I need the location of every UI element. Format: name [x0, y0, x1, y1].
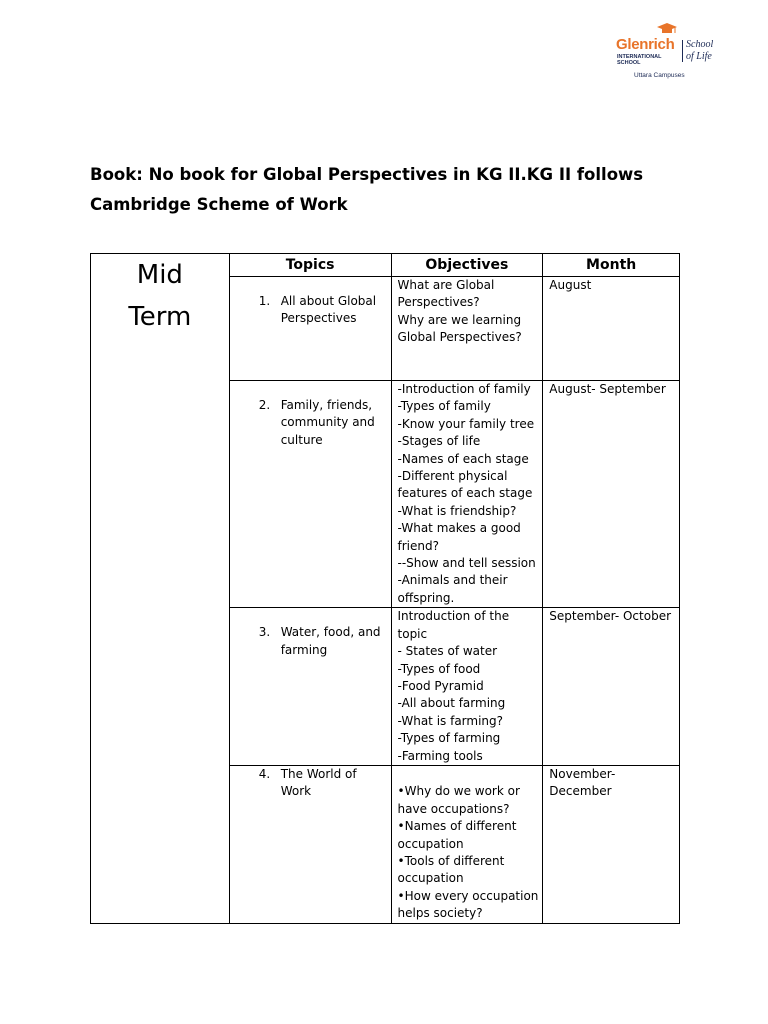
objectives-cell [391, 381, 543, 608]
month-text: November- [549, 766, 616, 781]
month-cell [543, 765, 680, 923]
objective-line: •Tools of different [397, 853, 505, 868]
objective-line: Global Perspectives? [397, 330, 522, 345]
objective-line: •Why do we work or [397, 784, 520, 799]
month-cell [543, 277, 680, 381]
objectives-cell [391, 277, 543, 381]
objective-line: •How every occupation [397, 888, 539, 903]
objective-line: helps society? [397, 906, 483, 921]
objective-line: Perspectives? [397, 295, 480, 310]
logo-divider [682, 40, 683, 62]
logo-campus: Uttara Campuses [634, 72, 685, 79]
month-text: December [549, 784, 612, 799]
month-cell [543, 381, 680, 608]
topic-number: 2. [258, 398, 271, 412]
objective-line: -Types of family [397, 399, 491, 414]
topic-number: 3. [258, 625, 271, 640]
logo-tagline-line2: of Life [686, 51, 712, 62]
logo-subtitle-line2: SCHOOL [617, 60, 641, 66]
objective-line: friend? [397, 538, 439, 553]
logo-tagline [686, 39, 713, 63]
objective-line: -What makes a good [397, 521, 521, 536]
objective-line: Why are we learning [397, 312, 522, 327]
topic-number: 4. [258, 766, 271, 781]
month-cell [543, 608, 680, 766]
topic-cell [229, 277, 391, 381]
objective-line: have occupations? [397, 801, 510, 816]
month-text: September- October [549, 609, 672, 624]
month-text: August- September [549, 382, 666, 396]
topic-text: Work [280, 784, 312, 799]
topic-cell [229, 608, 391, 766]
objective-line: -Types of farming [397, 731, 501, 746]
objective-line: -Animals and their [397, 573, 508, 588]
heading-line-2: Cambridge Scheme of Work [90, 195, 348, 214]
objective-line: -Farming tools [397, 748, 483, 763]
term-label-line1: Mid [136, 260, 183, 290]
topic-cell [229, 765, 391, 923]
term-label-line2: Term [128, 302, 192, 332]
topic-text: Water, food, and [280, 625, 381, 640]
objective-line: -Names of each stage [397, 451, 529, 466]
objective-line: What are Global [397, 278, 495, 292]
topic-cell [229, 381, 391, 608]
topic-text: All about Global [280, 294, 377, 308]
topic-number: 1. [258, 294, 271, 308]
objective-line: occupation [397, 836, 464, 851]
objectives-cell [391, 765, 543, 923]
month-text: August [549, 278, 592, 292]
page-heading [90, 160, 690, 220]
logo-brand-name: Glenrich [616, 36, 675, 53]
term-cell [91, 254, 230, 924]
objective-line: -What is friendship? [397, 503, 517, 518]
topic-text: The World of [280, 766, 357, 781]
logo-tagline-line1: School [686, 39, 714, 50]
objective-line: Introduction of the topic [397, 609, 510, 641]
objective-line: offspring. [397, 590, 455, 605]
logo-brand-subtitle [617, 54, 662, 66]
objective-line: -Different physical [397, 469, 508, 484]
objective-line: features of each stage [397, 486, 533, 501]
objective-line: -Types of food [397, 661, 481, 676]
objective-line: --Show and tell session [397, 556, 536, 571]
objective-line: -Food Pyramid [397, 678, 484, 693]
topic-text: culture [280, 432, 323, 447]
school-logo [612, 20, 724, 92]
objective-line: •Names of different [397, 819, 517, 834]
table-header-row [91, 254, 680, 277]
objective-line: occupation [397, 871, 464, 886]
objective-line: -Know your family tree [397, 416, 535, 431]
header-topics: Topics [229, 254, 391, 277]
header-month: Month [543, 254, 680, 277]
objective-line: - States of water [397, 644, 498, 659]
topic-text: community and [280, 415, 375, 430]
scheme-of-work-table [90, 253, 680, 924]
objective-line: -Introduction of family [397, 382, 531, 396]
objectives-cell [391, 608, 543, 766]
topic-text: Family, friends, [280, 398, 373, 412]
header-objectives: Objectives [391, 254, 543, 277]
heading-line-1: Book: No book for Global Perspectives in KG II.KG II follows [90, 165, 644, 184]
objective-line: -What is farming? [397, 713, 504, 728]
objective-line: -Stages of life [397, 434, 481, 449]
topic-text: farming [280, 642, 328, 657]
topic-text: Perspectives [280, 311, 357, 326]
logo-subtitle-line1: INTERNATIONAL [617, 54, 662, 60]
objective-line: -All about farming [397, 696, 506, 711]
